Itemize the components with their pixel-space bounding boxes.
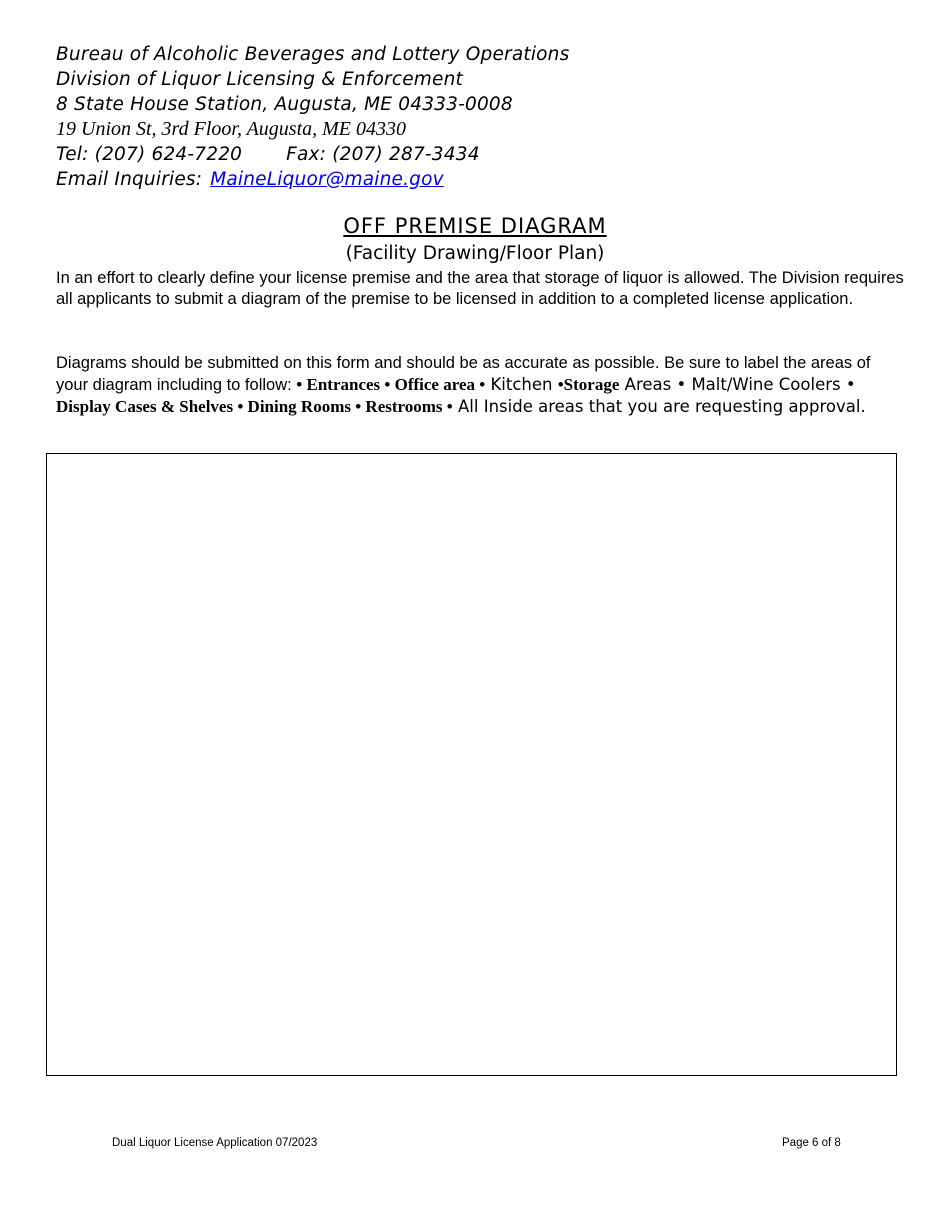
- intro-paragraph: In an effort to clearly define your license premise and the area that storage of liquor is allowed. The Division requires all applicants to submit a diagram of the premise to be licensed in addition to a completed license application.: [56, 269, 904, 308]
- entrances-office-label: • Entrances • Office area •: [296, 375, 486, 394]
- display-dining-restrooms-label: Display Cases & Shelves • Dining Rooms • Restrooms •: [56, 397, 453, 416]
- instructions-paragraph: [56, 353, 906, 418]
- mailing-address: 8 State House Station, Augusta, ME 04333-0008: [56, 94, 513, 115]
- areas-coolers-label: Areas • Malt/Wine Coolers •: [619, 375, 856, 394]
- email-line: [56, 167, 569, 192]
- diagram-drawing-area[interactable]: [46, 453, 897, 1076]
- email-label: Email Inquiries:: [56, 169, 203, 190]
- fax-number: Fax: (207) 287-3434: [286, 144, 480, 165]
- email-link[interactable]: MaineLiquor@maine.gov: [210, 169, 444, 190]
- page-subtitle: (Facility Drawing/Floor Plan): [345, 243, 605, 264]
- agency-address-block: [56, 42, 569, 192]
- street-address: 19 Union St, 3rd Floor, Augusta, ME 04330: [56, 118, 407, 140]
- page-title: OFF PREMISE DIAGRAM: [343, 214, 607, 238]
- page-number: Page 6 of 8: [782, 1137, 841, 1149]
- inside-areas-label: All Inside areas that you are requesting approval.: [452, 397, 866, 416]
- bureau-name: Bureau of Alcoholic Beverages and Lottery Operations: [56, 44, 570, 65]
- form-version: Dual Liquor License Application 07/2023: [112, 1137, 318, 1149]
- division-name: Division of Liquor Licensing & Enforcement: [56, 69, 463, 90]
- storage-label: •Storage: [557, 375, 620, 394]
- telephone-number: Tel: (207) 624-7220: [56, 144, 243, 165]
- kitchen-label: Kitchen: [485, 375, 558, 394]
- instructions-lead: Diagrams should be submitted on this form and should be as accurate as possible. Be sure to label the areas of your diagram including to follow:: [56, 354, 871, 394]
- phone-line: [56, 142, 569, 167]
